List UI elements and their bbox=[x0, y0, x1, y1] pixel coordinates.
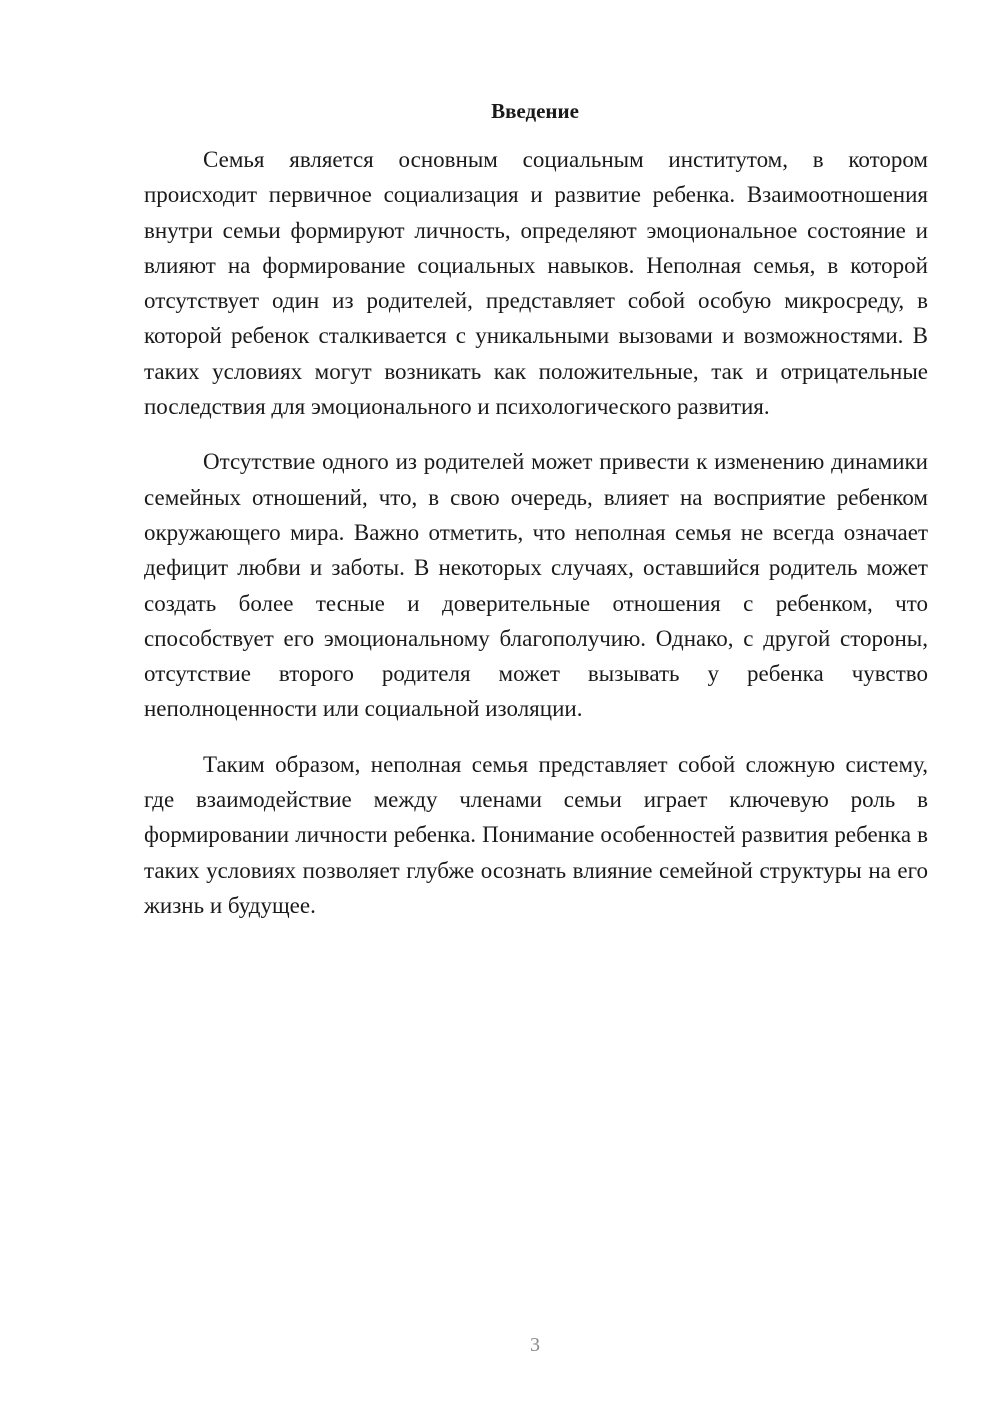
paragraph-2: Отсутствие одного из родителей может привести к изменению динамики семейных отношений, что, в свою очередь, влияет на восприятие ребенком окружающего мира. Важно отметить, что неполная семья не всегда означает дефицит любви и заботы. В некоторых случаях, оставшийся родитель может создать более тесные и доверительные отношения с ребенком, что способствует его эмоциональному благополучию. Однако, с другой стороны, отсутствие второго родителя может вызывать у ребенка чувство неполноценности или социальной изоляции. bbox=[144, 449, 928, 722]
paragraph-1: Семья является основным социальным институтом, в котором происходит первичное социализация и развитие ребенка. Взаимоотношения внутри семьи формируют личность, определяют эмоциональное состояние и влияют на формирование социальных навыков. Неполная семья, в которой отсутствует один из родителей, представляет собой особую микросреду, в которой ребенок сталкивается с уникальными вызовами и возможностями. В таких условиях могут возникать как положительные, так и отрицательные последствия для эмоционального и психологического развития. bbox=[144, 147, 928, 420]
paragraph-3: Таким образом, неполная семья представляет собой сложную систему, где взаимодействие между членами семьи играет ключевую роль в формировании личности ребенка. Понимание особенностей развития ребенка в таких условиях позволяет глубже осознать влияние семейной структуры на его жизнь и будущее. bbox=[144, 751, 928, 918]
body-text bbox=[144, 142, 928, 943]
section-title: Введение bbox=[491, 99, 579, 123]
page-number: 3 bbox=[530, 1334, 540, 1356]
